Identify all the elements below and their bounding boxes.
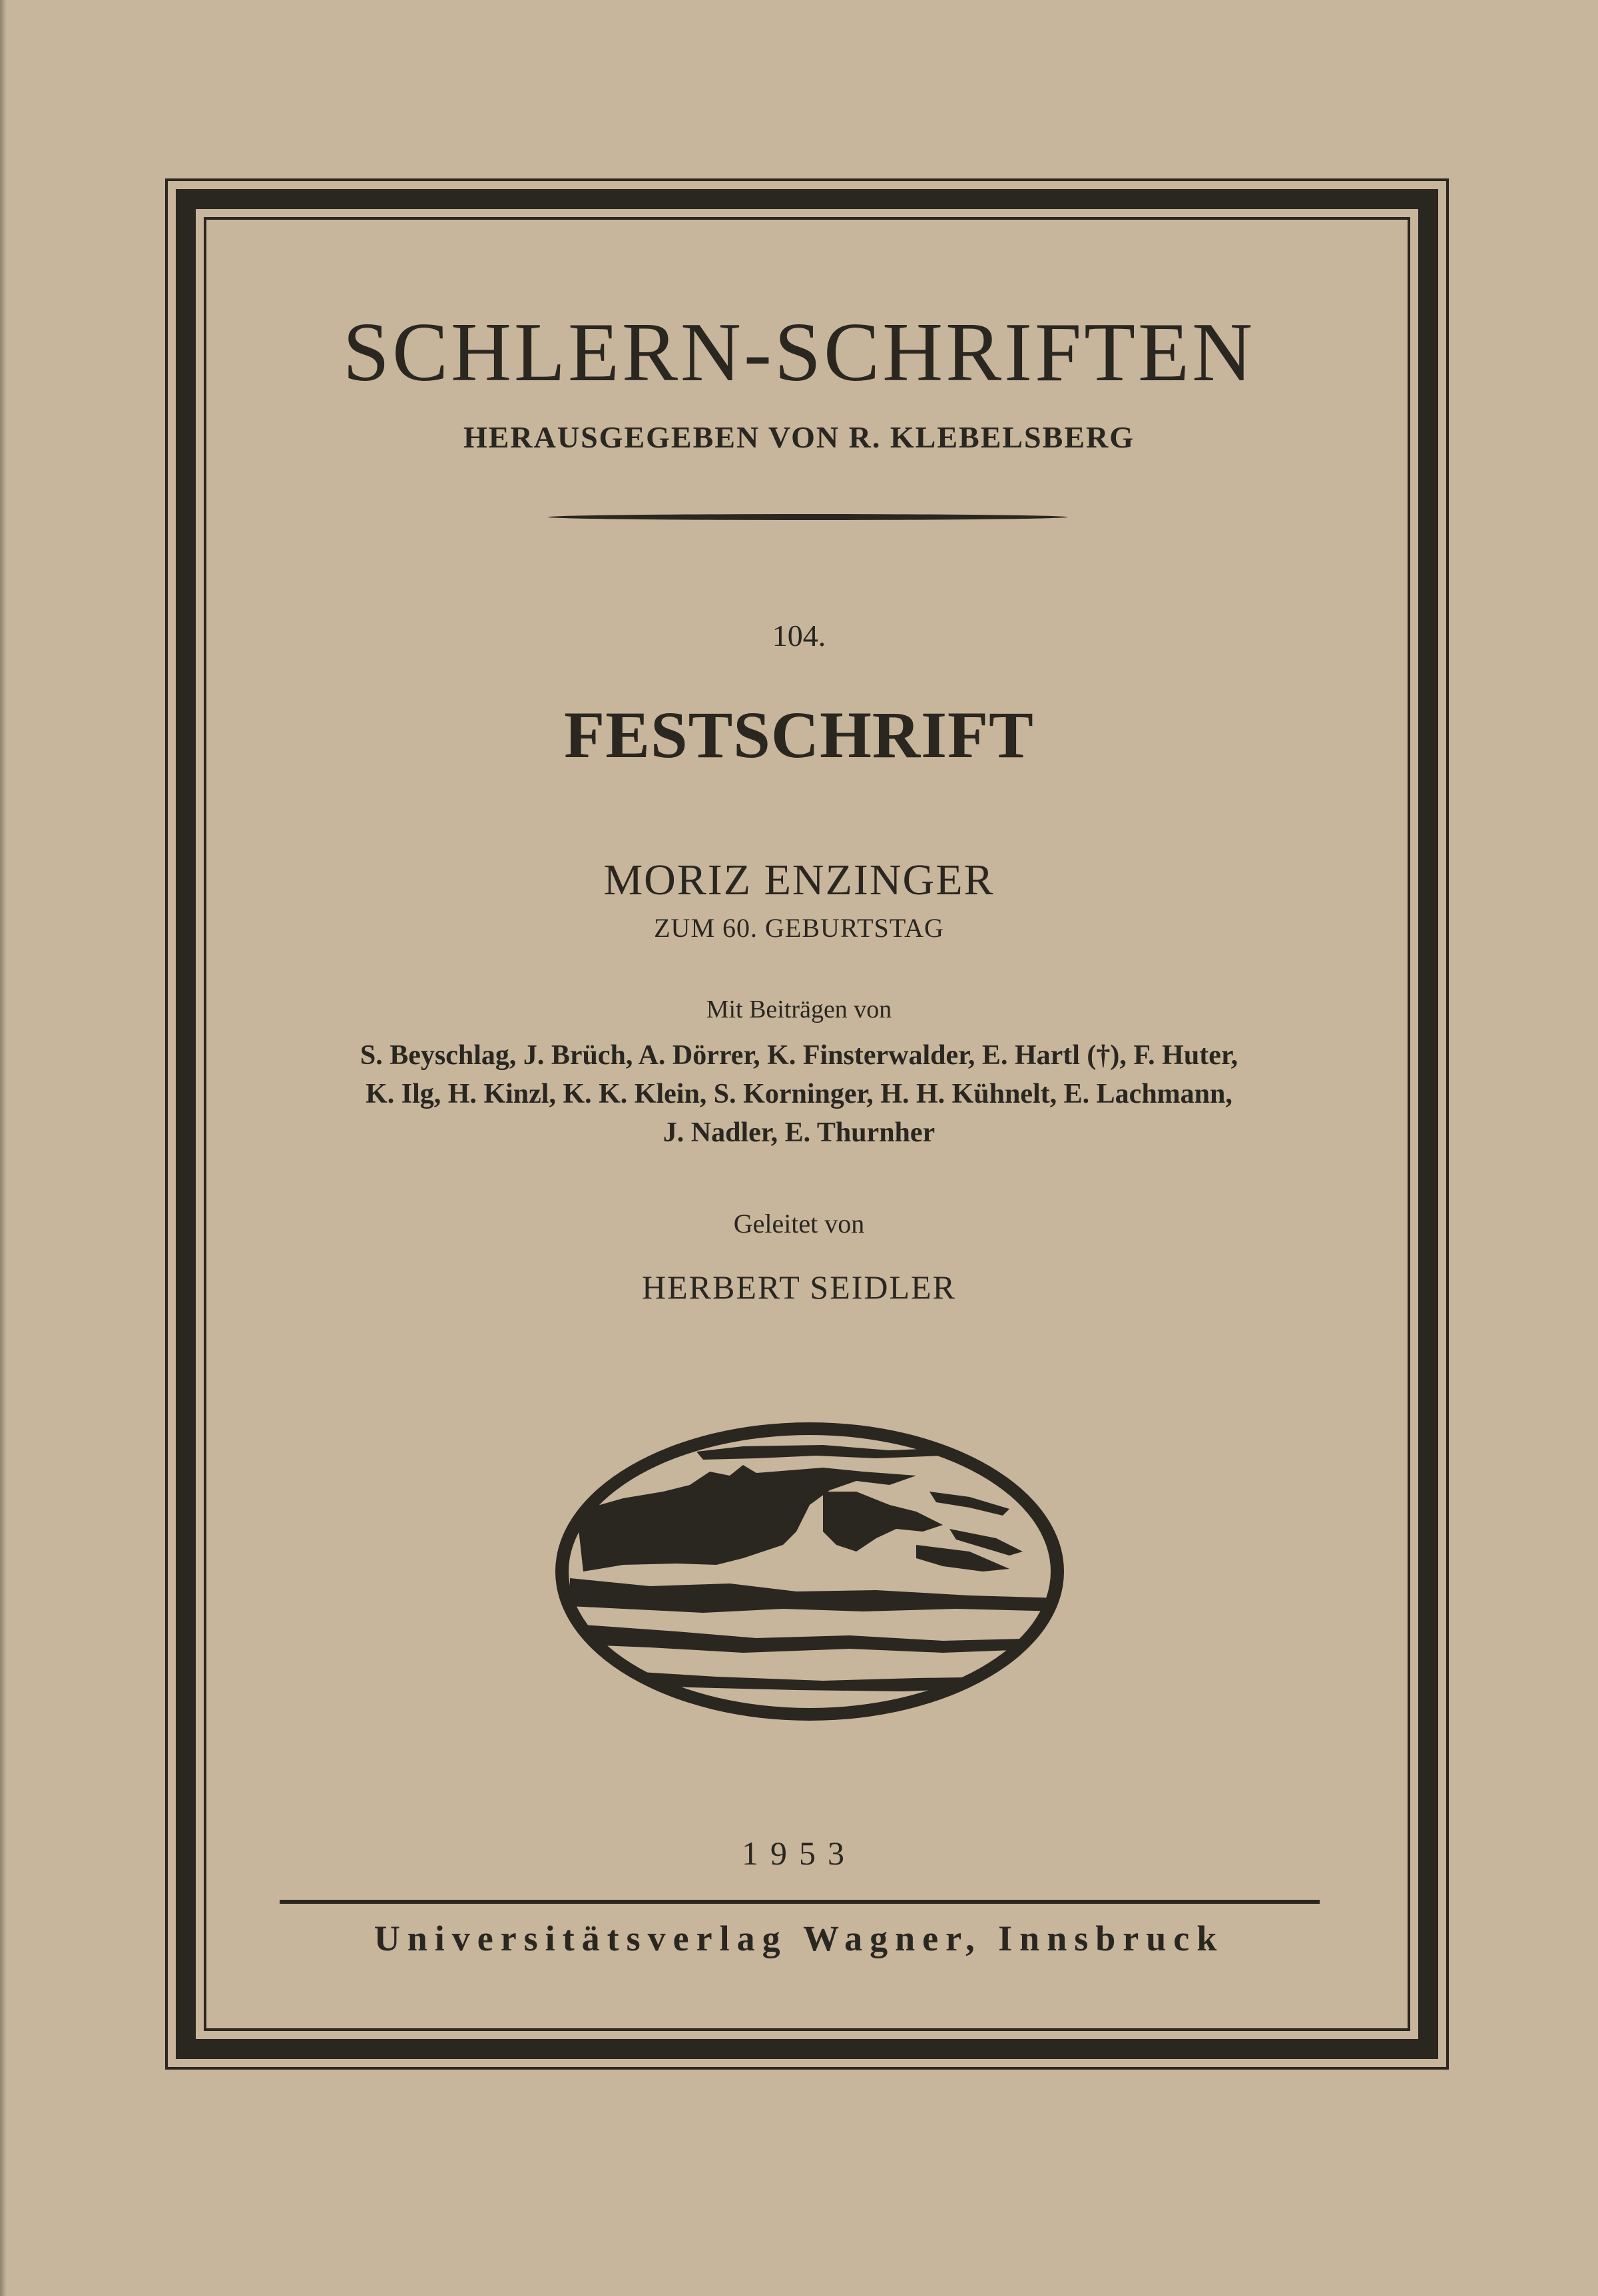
series-title: SCHLERN-SCHRIFTEN [342, 306, 1256, 399]
editor-line: HERAUSGEGEBEN VON R. KLEBELSBERG [463, 420, 1135, 454]
contributors-list [0, 1036, 1598, 1152]
volume-number: 104. [772, 619, 826, 653]
publication-year: 1953 [742, 1835, 856, 1872]
honoree-name: MORIZ ENZINGER [603, 856, 995, 904]
contributors-line: K. Ilg, H. Kinzl, K. K. Klein, S. Korninger, H. H. Kühnelt, E. Lachmann, [366, 1079, 1232, 1109]
contributors-line: S. Beyschlag, J. Brüch, A. Dörrer, K. Finsterwalder, E. Hartl (†), F. Huter, [360, 1040, 1238, 1071]
contributors-line: J. Nadler, E. Thurnher [663, 1117, 935, 1148]
main-title: FESTSCHRIFT [564, 698, 1034, 772]
guided-by-label: Geleitet von [733, 1209, 865, 1239]
decorative-rule-top [548, 514, 1067, 520]
mountain-vignette [543, 1412, 1076, 1731]
decorative-rule-bottom [280, 1900, 1320, 1904]
contributors-intro: Mit Beiträgen von [706, 996, 892, 1023]
honoree-occasion: ZUM 60. GEBURTSTAG [654, 913, 944, 943]
publisher: Universitätsverlag Wagner, Innsbruck [374, 1918, 1224, 1958]
guide-name: HERBERT SEIDLER [642, 1269, 956, 1306]
